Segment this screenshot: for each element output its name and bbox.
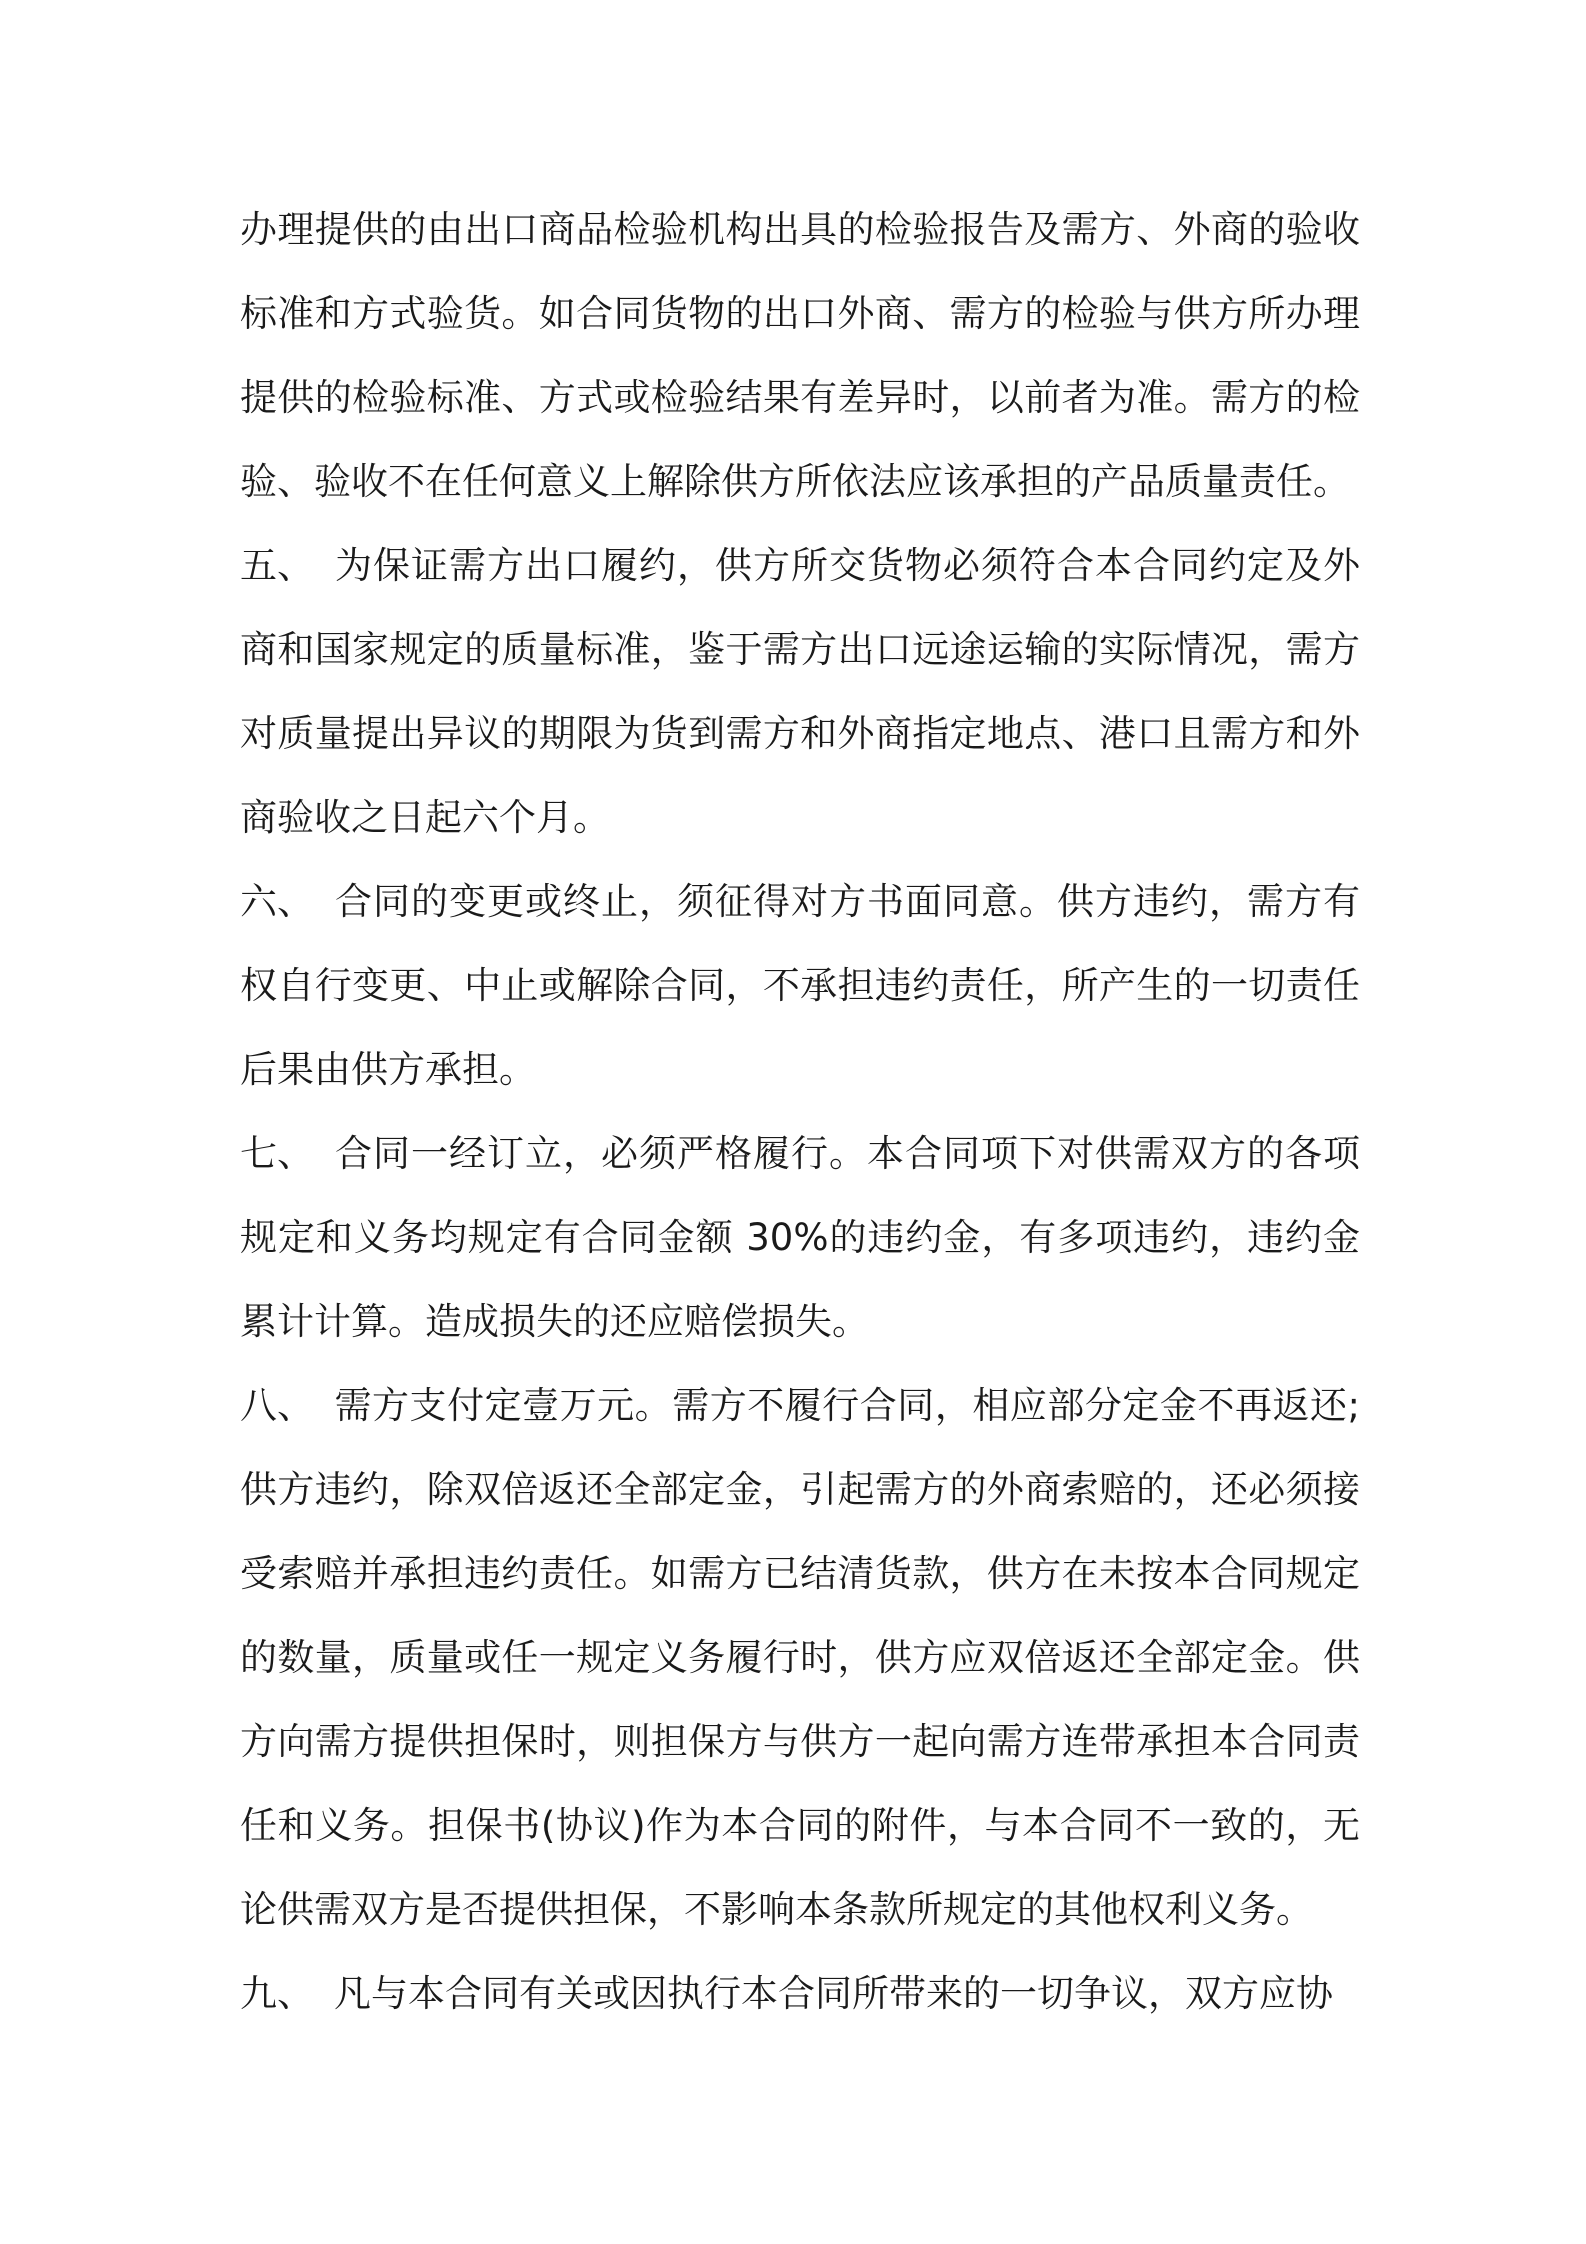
clause-6 <box>240 860 1360 1112</box>
clause-number: 五、 <box>240 544 314 587</box>
paragraph-text: 办理提供的由出口商品检验机构出具的检验报告及需方、外商的验收标准和方式验货。如合同货物的出口外商、需方的检验与供方所办理提供的检验标准、方式或检验结果有差异时，以前者为准。需方的检验、验收不在任何意义上解除供方所依法应该承担的产品质量责任。 <box>240 208 1360 503</box>
contract-text <box>240 188 1360 2036</box>
clause-7 <box>240 1112 1360 1364</box>
clause-number: 七、 <box>240 1132 314 1175</box>
clause-number: 八、 <box>240 1384 314 1427</box>
clause-text: 需方支付定壹万元。需方不履行合同，相应部分定金不再返还;供方违约，除双倍返还全部定金，引起需方的外商索赔的，还必须接受索赔并承担违约责任。如需方已结清货款，供方在未按本合同规定的数量，质量或任一规定义务履行时，供方应双倍返还全部定金。供方向需方提供担保时，则担保方与供方一起向需方连带承担本合同责任和义务。担保书(协议)作为本合同的附件，与本合同不一致的，无论供需双方是否提供担保，不影响本条款所规定的其他权利义务。 <box>240 1384 1360 1931</box>
clause-9 <box>240 1952 1360 2036</box>
clause-5 <box>240 524 1360 860</box>
clause-number: 六、 <box>240 880 314 923</box>
clause-text: 为保证需方出口履约，供方所交货物必须符合本合同约定及外商和国家规定的质量标准，鉴于需方出口远途运输的实际情况，需方对质量提出异议的期限为货到需方和外商指定地点、港口且需方和外商验收之日起六个月。 <box>240 544 1360 839</box>
clause-text: 合同一经订立，必须严格履行。本合同项下对供需双方的各项规定和义务均规定有合同金额 30%的违约金，有多项违约，违约金累计计算。造成损失的还应赔偿损失。 <box>240 1132 1360 1343</box>
clause-text: 合同的变更或终止，须征得对方书面同意。供方违约，需方有权自行变更、中止或解除合同，不承担违约责任，所产生的一切责任后果由供方承担。 <box>240 880 1360 1091</box>
clause-number: 九、 <box>240 1972 314 2015</box>
clause-8 <box>240 1364 1360 1952</box>
clause-text: 凡与本合同有关或因执行本合同所带来的一切争议，双方应协 <box>334 1972 1333 2015</box>
paragraph-continued <box>240 188 1360 524</box>
